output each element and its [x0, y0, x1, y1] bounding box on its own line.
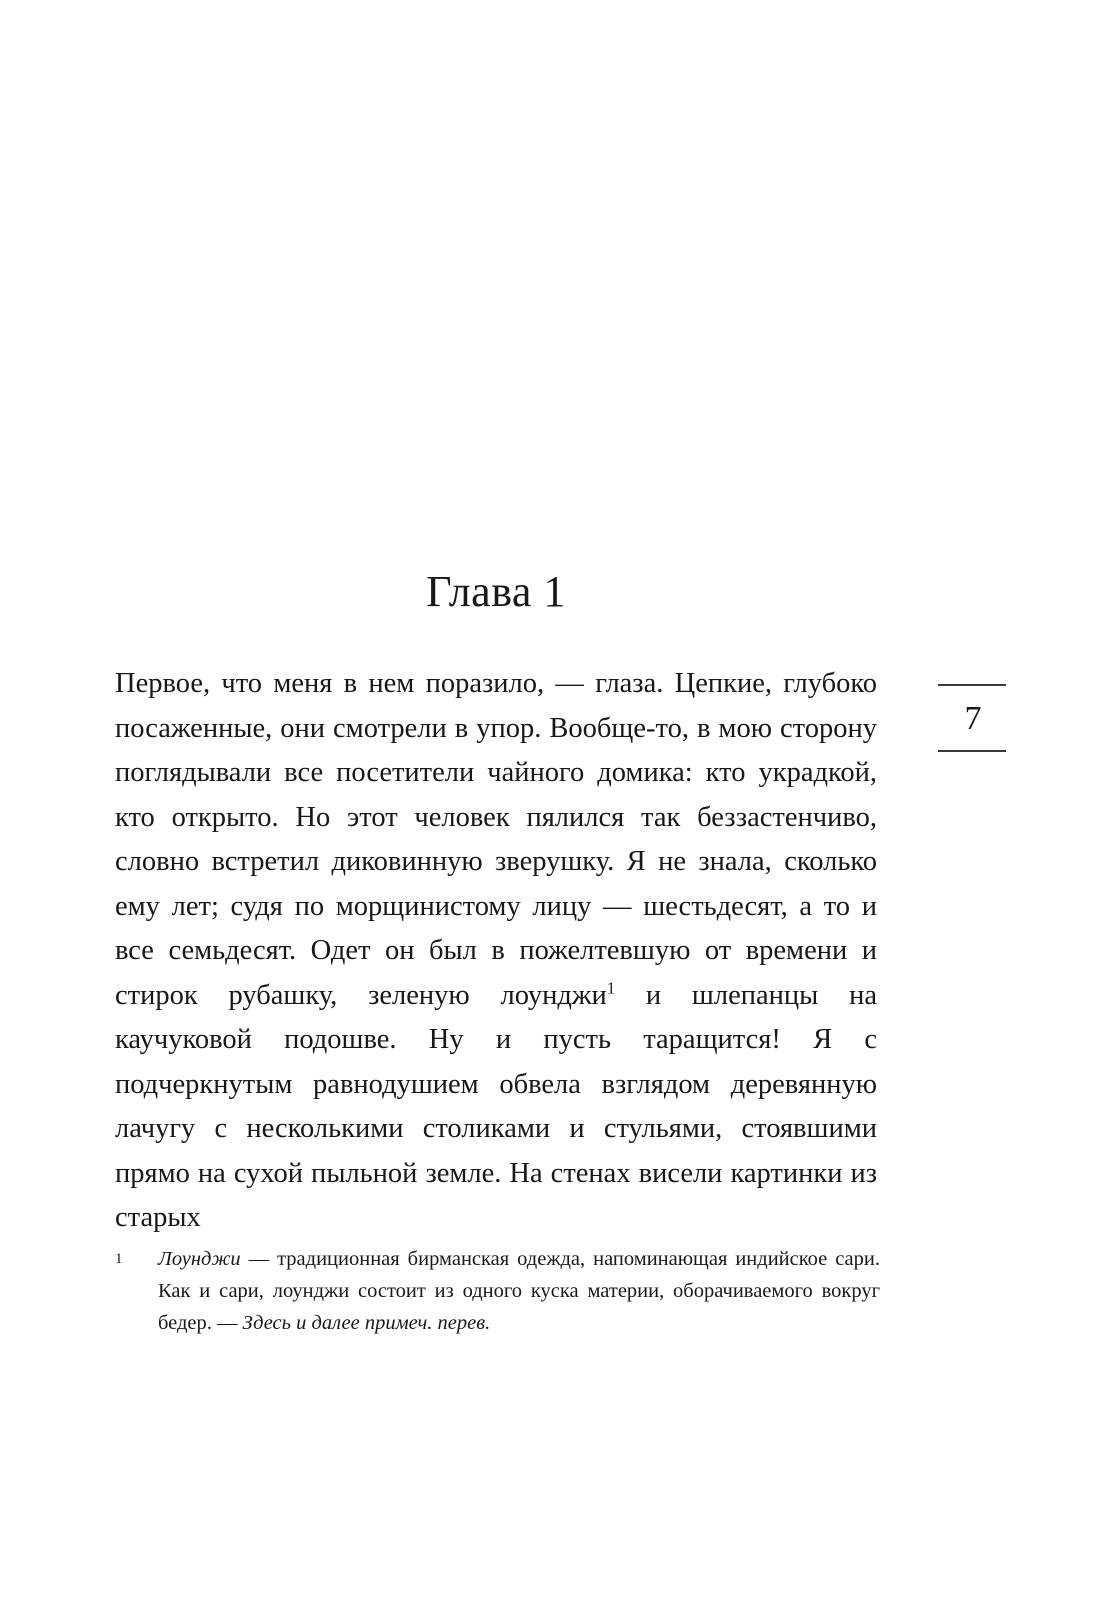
footnote-definition: — традиционная бирманская одежда, напоминающая индийское сари. Как и сари, лоунджи состоит из одного куска материи, оборачиваемого вокруг бедер. —	[158, 1248, 880, 1334]
page-title: Глава 1	[426, 567, 566, 617]
footnote-marker: 1	[115, 1251, 123, 1267]
footnote-reference[interactable]: 1	[606, 978, 616, 997]
body-text-block	[115, 662, 877, 1241]
footnote-paragraph	[158, 1243, 880, 1339]
footnote-row	[115, 1243, 880, 1339]
footnote-body	[158, 1243, 880, 1339]
footnote-term: Лоунджи	[158, 1248, 241, 1270]
page-number: 7	[964, 700, 982, 737]
folio-rule-bottom	[938, 750, 1006, 752]
footnote-block	[115, 1243, 880, 1339]
page-number-block	[938, 684, 1008, 752]
body-text-before-footnote: Первое, что меня в нем поразило, — глаза. Цепкие, глубоко посаженные, они смотрели в упор. Вообще-то, в мою сторону поглядывали все посетители чайного домика: кто украдкой, кто открыто. Но этот человек пялился так беззастенчиво, словно встретил диковинную зверушку. Я не знала, сколько ему лет; судя по морщинистому лицу — шестьдесят, а то и все семьдесят. Одет он был в пожелтевшую от времени и стирок рубашку, зеленую лоунджи	[115, 668, 877, 1011]
footnote-attribution: Здесь и далее примеч. перев.	[242, 1312, 491, 1334]
body-text-after-footnote: и шлепанцы на каучуковой подошве. Ну и пусть таращится! Я с подчеркнутым равнодушием обвела взглядом деревянную лачугу с несколькими столиками и стульями, стоявшими прямо на сухой пыльной земле. На стенах висели картинки из старых	[115, 979, 877, 1233]
body-paragraph	[115, 662, 877, 1241]
